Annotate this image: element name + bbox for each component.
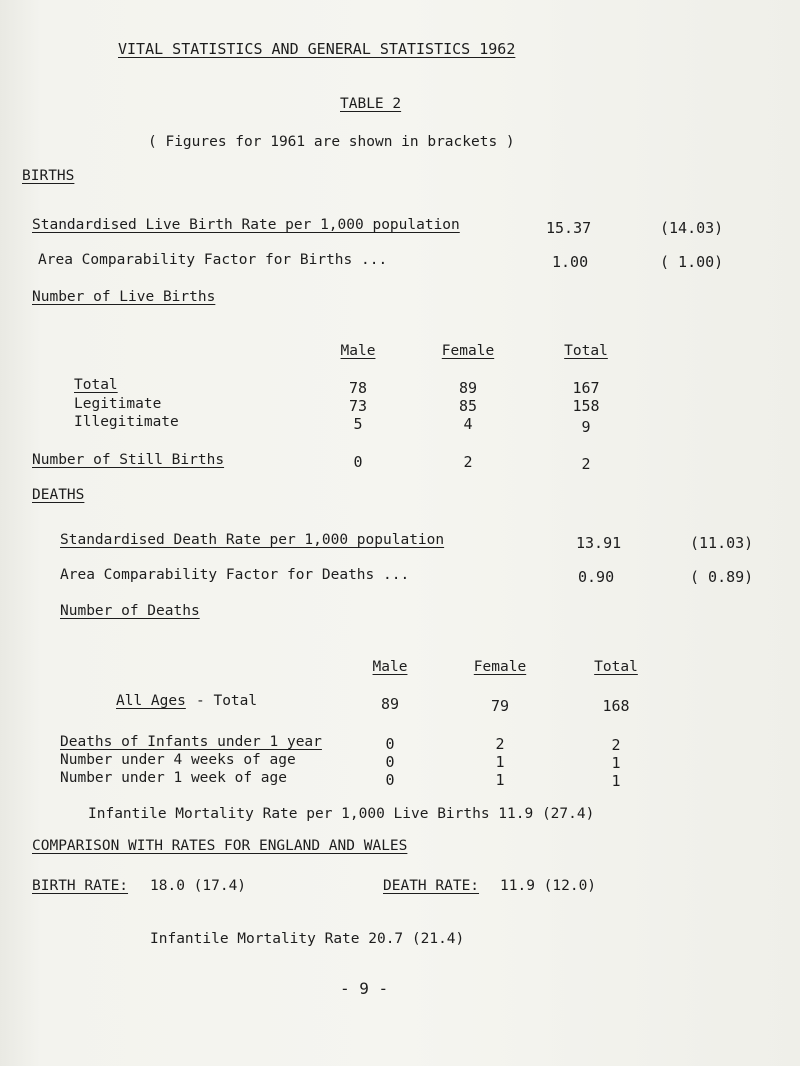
birth-rate-value: 15.37 xyxy=(546,219,592,237)
still-births-female: 2 xyxy=(463,453,473,471)
number-of-deaths-heading: Number of Deaths xyxy=(60,603,200,619)
comparison-heading: COMPARISON WITH RATES FOR ENGLAND AND WALES xyxy=(32,838,408,854)
under-4-weeks-male: 0 xyxy=(385,753,395,771)
birth-acf-label: Area Comparability Factor for Births ... xyxy=(38,252,388,268)
death-acf-value: 0.90 xyxy=(578,568,615,586)
birth-rate-ew-label: BIRTH RATE: xyxy=(32,878,129,894)
document-title: VITAL STATISTICS AND GENERAL STATISTICS 1962 xyxy=(118,40,516,58)
births-row-total: 9 xyxy=(581,418,591,436)
all-ages-male: 89 xyxy=(380,695,400,713)
birth-rate-ew-value: 18.0 (17.4) xyxy=(150,878,247,894)
all-ages-total: 168 xyxy=(602,697,630,715)
deaths-heading: DEATHS xyxy=(32,487,85,503)
under-1-week-male: 0 xyxy=(385,771,395,789)
still-births-label: Number of Still Births xyxy=(32,452,225,468)
under-1-week-total: 1 xyxy=(611,772,621,790)
births-heading: BIRTHS xyxy=(22,168,75,184)
death-acf-label: Area Comparability Factor for Deaths ... xyxy=(60,567,410,583)
deaths-col-male: Male xyxy=(372,659,408,675)
birth-rate-label: Standardised Live Birth Rate per 1,000 population xyxy=(32,217,460,233)
births-row-total: 167 xyxy=(572,379,600,397)
births-row-male: 78 xyxy=(348,379,368,397)
infant-deaths-label: Deaths of Infants under 1 year xyxy=(60,734,322,750)
birth-rate-prev: (14.03) xyxy=(660,219,724,237)
births-row-female: 4 xyxy=(463,415,473,433)
death-rate-ew-value: 11.9 (12.0) xyxy=(500,878,597,894)
ew-infant-mortality-line: Infantile Mortality Rate 20.7 (21.4) xyxy=(150,931,465,947)
infant-deaths-total: 2 xyxy=(611,736,621,754)
under-4-weeks-label: Number under 4 weeks of age xyxy=(60,752,296,768)
all-ages-label: All Ages xyxy=(116,693,186,709)
births-row-label: Total xyxy=(74,377,118,393)
table-label: TABLE 2 xyxy=(340,96,402,112)
infant-mortality-line: Infantile Mortality Rate per 1,000 Live Births 11.9 (27.4) xyxy=(88,806,595,822)
under-4-weeks-female: 1 xyxy=(495,753,505,771)
birth-acf-prev: ( 1.00) xyxy=(660,253,724,271)
births-col-female: Female xyxy=(441,343,495,359)
still-births-male: 0 xyxy=(353,453,363,471)
births-col-male: Male xyxy=(340,343,376,359)
infant-deaths-female: 2 xyxy=(495,735,505,753)
births-row-male: 73 xyxy=(348,397,368,415)
births-row-label: Illegitimate xyxy=(74,414,179,430)
under-4-weeks-total: 1 xyxy=(611,754,621,772)
under-1-week-female: 1 xyxy=(495,771,505,789)
births-row-female: 85 xyxy=(458,397,478,415)
death-acf-prev: ( 0.89) xyxy=(690,568,754,586)
all-ages-female: 79 xyxy=(490,697,510,715)
page-number: - 9 - xyxy=(340,979,389,998)
brackets-note: ( Figures for 1961 are shown in brackets ) xyxy=(148,134,515,150)
deaths-col-total: Total xyxy=(594,659,638,675)
death-rate-value: 13.91 xyxy=(576,534,622,552)
births-row-male: 5 xyxy=(353,415,363,433)
death-rate-label: Standardised Death Rate per 1,000 population xyxy=(60,532,445,548)
births-row-label: Legitimate xyxy=(74,396,162,412)
deaths-col-female: Female xyxy=(473,659,527,675)
still-births-total: 2 xyxy=(581,455,591,473)
death-rate-prev: (11.03) xyxy=(690,534,754,552)
birth-acf-value: 1.00 xyxy=(552,253,589,271)
infant-deaths-male: 0 xyxy=(385,735,395,753)
death-rate-ew-label: DEATH RATE: xyxy=(383,878,480,894)
all-ages-suffix: - Total xyxy=(196,693,258,709)
live-births-heading: Number of Live Births xyxy=(32,289,216,305)
births-row-total: 158 xyxy=(572,397,600,415)
births-row-female: 89 xyxy=(458,379,478,397)
under-1-week-label: Number under 1 week of age xyxy=(60,770,287,786)
births-col-total: Total xyxy=(564,343,608,359)
